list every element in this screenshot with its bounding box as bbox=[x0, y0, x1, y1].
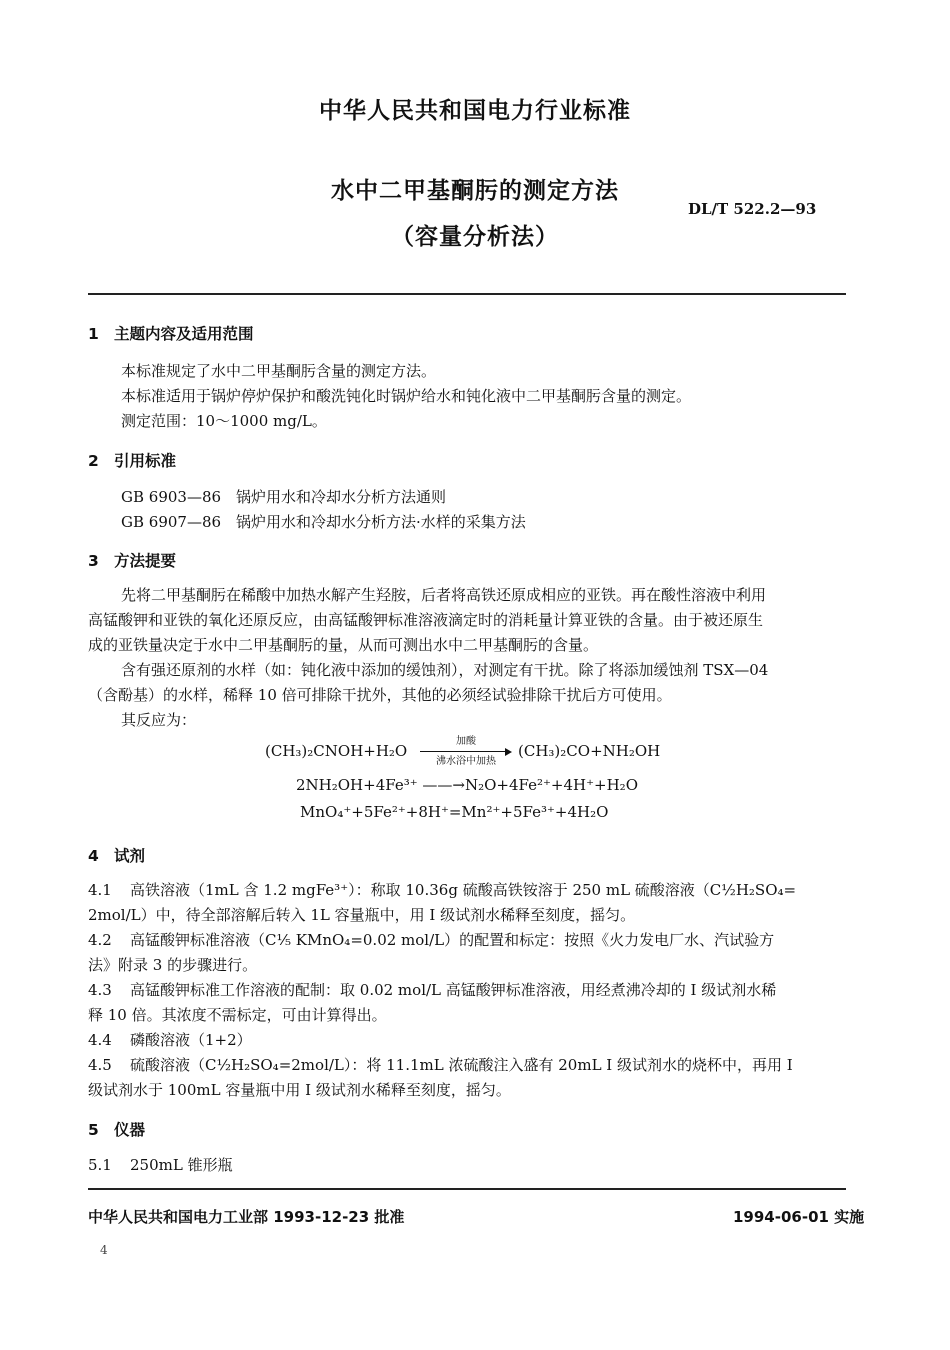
section-number: 1 bbox=[88, 325, 99, 343]
page-number: 4 bbox=[100, 1243, 108, 1257]
standard-number: DL/T 522.2—93 bbox=[688, 200, 817, 218]
clause-line bbox=[88, 1155, 233, 1175]
section-number: 4 bbox=[88, 847, 99, 865]
arrow-icon bbox=[420, 748, 512, 756]
section-number: 5 bbox=[88, 1121, 99, 1139]
clause-text: 高铁溶液（1mL 含 1.2 mgFe³⁺）：称取 10.36g 硫酸高铁铵溶于 250 mL 硫酸溶液（C½H₂SO₄= bbox=[130, 881, 797, 899]
clause-line bbox=[88, 1030, 252, 1050]
document-subtitle: （容量分析法） bbox=[391, 224, 559, 250]
equation-2: 2NH₂OH+4Fe³⁺ ——→N₂O+4Fe²⁺+4H⁺+H₂O bbox=[296, 776, 638, 794]
arrow-condition-bottom: 沸水浴中加热 bbox=[436, 756, 496, 767]
paragraph-line: 高锰酸钾和亚铁的氧化还原反应，由高锰酸钾标准溶液滴定时的消耗量计算亚铁的含量。由于被还原生 bbox=[88, 611, 764, 629]
clause-number: 4.3 bbox=[88, 981, 112, 999]
footer-divider bbox=[88, 1188, 846, 1190]
arrow-condition-top: 加酸 bbox=[456, 736, 476, 747]
clause-line: 法》附录 3 的步骤进行。 bbox=[88, 956, 258, 974]
clause-text: 磷酸溶液（1+2） bbox=[130, 1031, 252, 1049]
paragraph-line: 本标准适用于锅炉停炉保护和酸洗钝化时锅炉给水和钝化液中二甲基酮肟含量的测定。 bbox=[121, 387, 692, 405]
section-heading-3 bbox=[88, 549, 176, 571]
equation-1 bbox=[265, 742, 407, 760]
section-heading-1 bbox=[88, 322, 254, 344]
paragraph-line: 先将二甲基酮肟在稀酸中加热水解产生羟胺，后者将高铁还原成相应的亚铁。再在酸性溶液中利用 bbox=[121, 586, 767, 604]
reference-code: GB 6907—86 bbox=[121, 513, 222, 531]
section-heading-2 bbox=[88, 449, 176, 471]
section-title: 仪器 bbox=[114, 1121, 146, 1139]
reference-title: 锅炉用水和冷却水分析方法·水样的采集方法 bbox=[236, 513, 526, 531]
clause-text: 250mL 锥形瓶 bbox=[130, 1156, 233, 1174]
clause-text: 硫酸溶液（C½H₂SO₄=2mol/L）：将 11.1mL 浓硫酸注入盛有 20mL I 级试剂水的烧杯中，再用 I bbox=[130, 1056, 793, 1074]
reference-item bbox=[121, 512, 526, 532]
effective-date: 1994-06-01 实施 bbox=[733, 1208, 865, 1226]
paragraph-line: （含酚基）的水样，稀释 10 倍可排除干扰外，其他的必须经试验排除干扰后方可使用。 bbox=[88, 686, 672, 704]
section-heading-5 bbox=[88, 1118, 145, 1140]
section-title: 试剂 bbox=[114, 847, 146, 865]
paragraph-line: 其反应为： bbox=[121, 711, 197, 729]
equation-lhs: (CH₃)₂CNOH+H₂O bbox=[265, 742, 408, 760]
paragraph-line: 测定范围：10～1000 mg/L。 bbox=[121, 412, 327, 430]
reference-title: 锅炉用水和冷却水分析方法通则 bbox=[236, 488, 447, 506]
clause-line: 2mol/L）中，待全部溶解后转入 1L 容量瓶中，用 I 级试剂水稀释至刻度，摇匀。 bbox=[88, 906, 636, 924]
paragraph-line: 本标准规定了水中二甲基酮肟含量的测定方法。 bbox=[121, 362, 437, 380]
paragraph-line: 成的亚铁量决定于水中二甲基酮肟的量，从而可测出水中二甲基酮肟的含量。 bbox=[88, 636, 599, 654]
clause-line bbox=[88, 1055, 793, 1075]
clause-number: 4.1 bbox=[88, 881, 112, 899]
clause-number: 4.2 bbox=[88, 931, 112, 949]
section-number: 3 bbox=[88, 552, 99, 570]
section-title: 方法提要 bbox=[114, 552, 177, 570]
section-title: 引用标准 bbox=[114, 452, 177, 470]
reference-code: GB 6903—86 bbox=[121, 488, 222, 506]
approval-line: 中华人民共和国电力工业部 1993-12-23 批准 bbox=[88, 1208, 405, 1226]
clause-number: 5.1 bbox=[88, 1156, 112, 1174]
clause-number: 4.5 bbox=[88, 1056, 112, 1074]
reaction-arrow bbox=[420, 736, 512, 768]
header-divider bbox=[88, 293, 846, 295]
clause-line: 级试剂水于 100mL 容量瓶中用 I 级试剂水稀释至刻度，摇匀。 bbox=[88, 1081, 511, 1099]
clause-line: 释 10 倍。其浓度不需标定，可由计算得出。 bbox=[88, 1006, 387, 1024]
equation-rhs: (CH₃)₂CO+NH₂OH bbox=[518, 742, 661, 760]
clause-text: 高锰酸钾标准溶液（C⅕ KMnO₄=0.02 mol/L）的配置和标定：按照《火力发电厂水、汽试验方 bbox=[130, 931, 775, 949]
section-number: 2 bbox=[88, 452, 99, 470]
clause-line bbox=[88, 980, 776, 1000]
clause-text: 高锰酸钾标准工作溶液的配制：取 0.02 mol/L 高锰酸钾标准溶液，用经煮沸冷却的 I 级试剂水稀 bbox=[130, 981, 777, 999]
reference-item bbox=[121, 487, 446, 507]
section-heading-4 bbox=[88, 844, 145, 866]
clause-line bbox=[88, 930, 774, 950]
document-title: 水中二甲基酮肟的测定方法 bbox=[331, 178, 619, 204]
org-title: 中华人民共和国电力行业标准 bbox=[319, 98, 631, 124]
paragraph-line: 含有强还原剂的水样（如：钝化液中添加的缓蚀剂），对测定有干扰。除了将添加缓蚀剂 TSX—04 bbox=[121, 661, 769, 679]
equation-3: MnO₄⁺+5Fe²⁺+8H⁺=Mn²⁺+5Fe³⁺+4H₂O bbox=[300, 803, 609, 821]
section-title: 主题内容及适用范围 bbox=[114, 325, 254, 343]
clause-line bbox=[88, 880, 796, 900]
clause-number: 4.4 bbox=[88, 1031, 112, 1049]
